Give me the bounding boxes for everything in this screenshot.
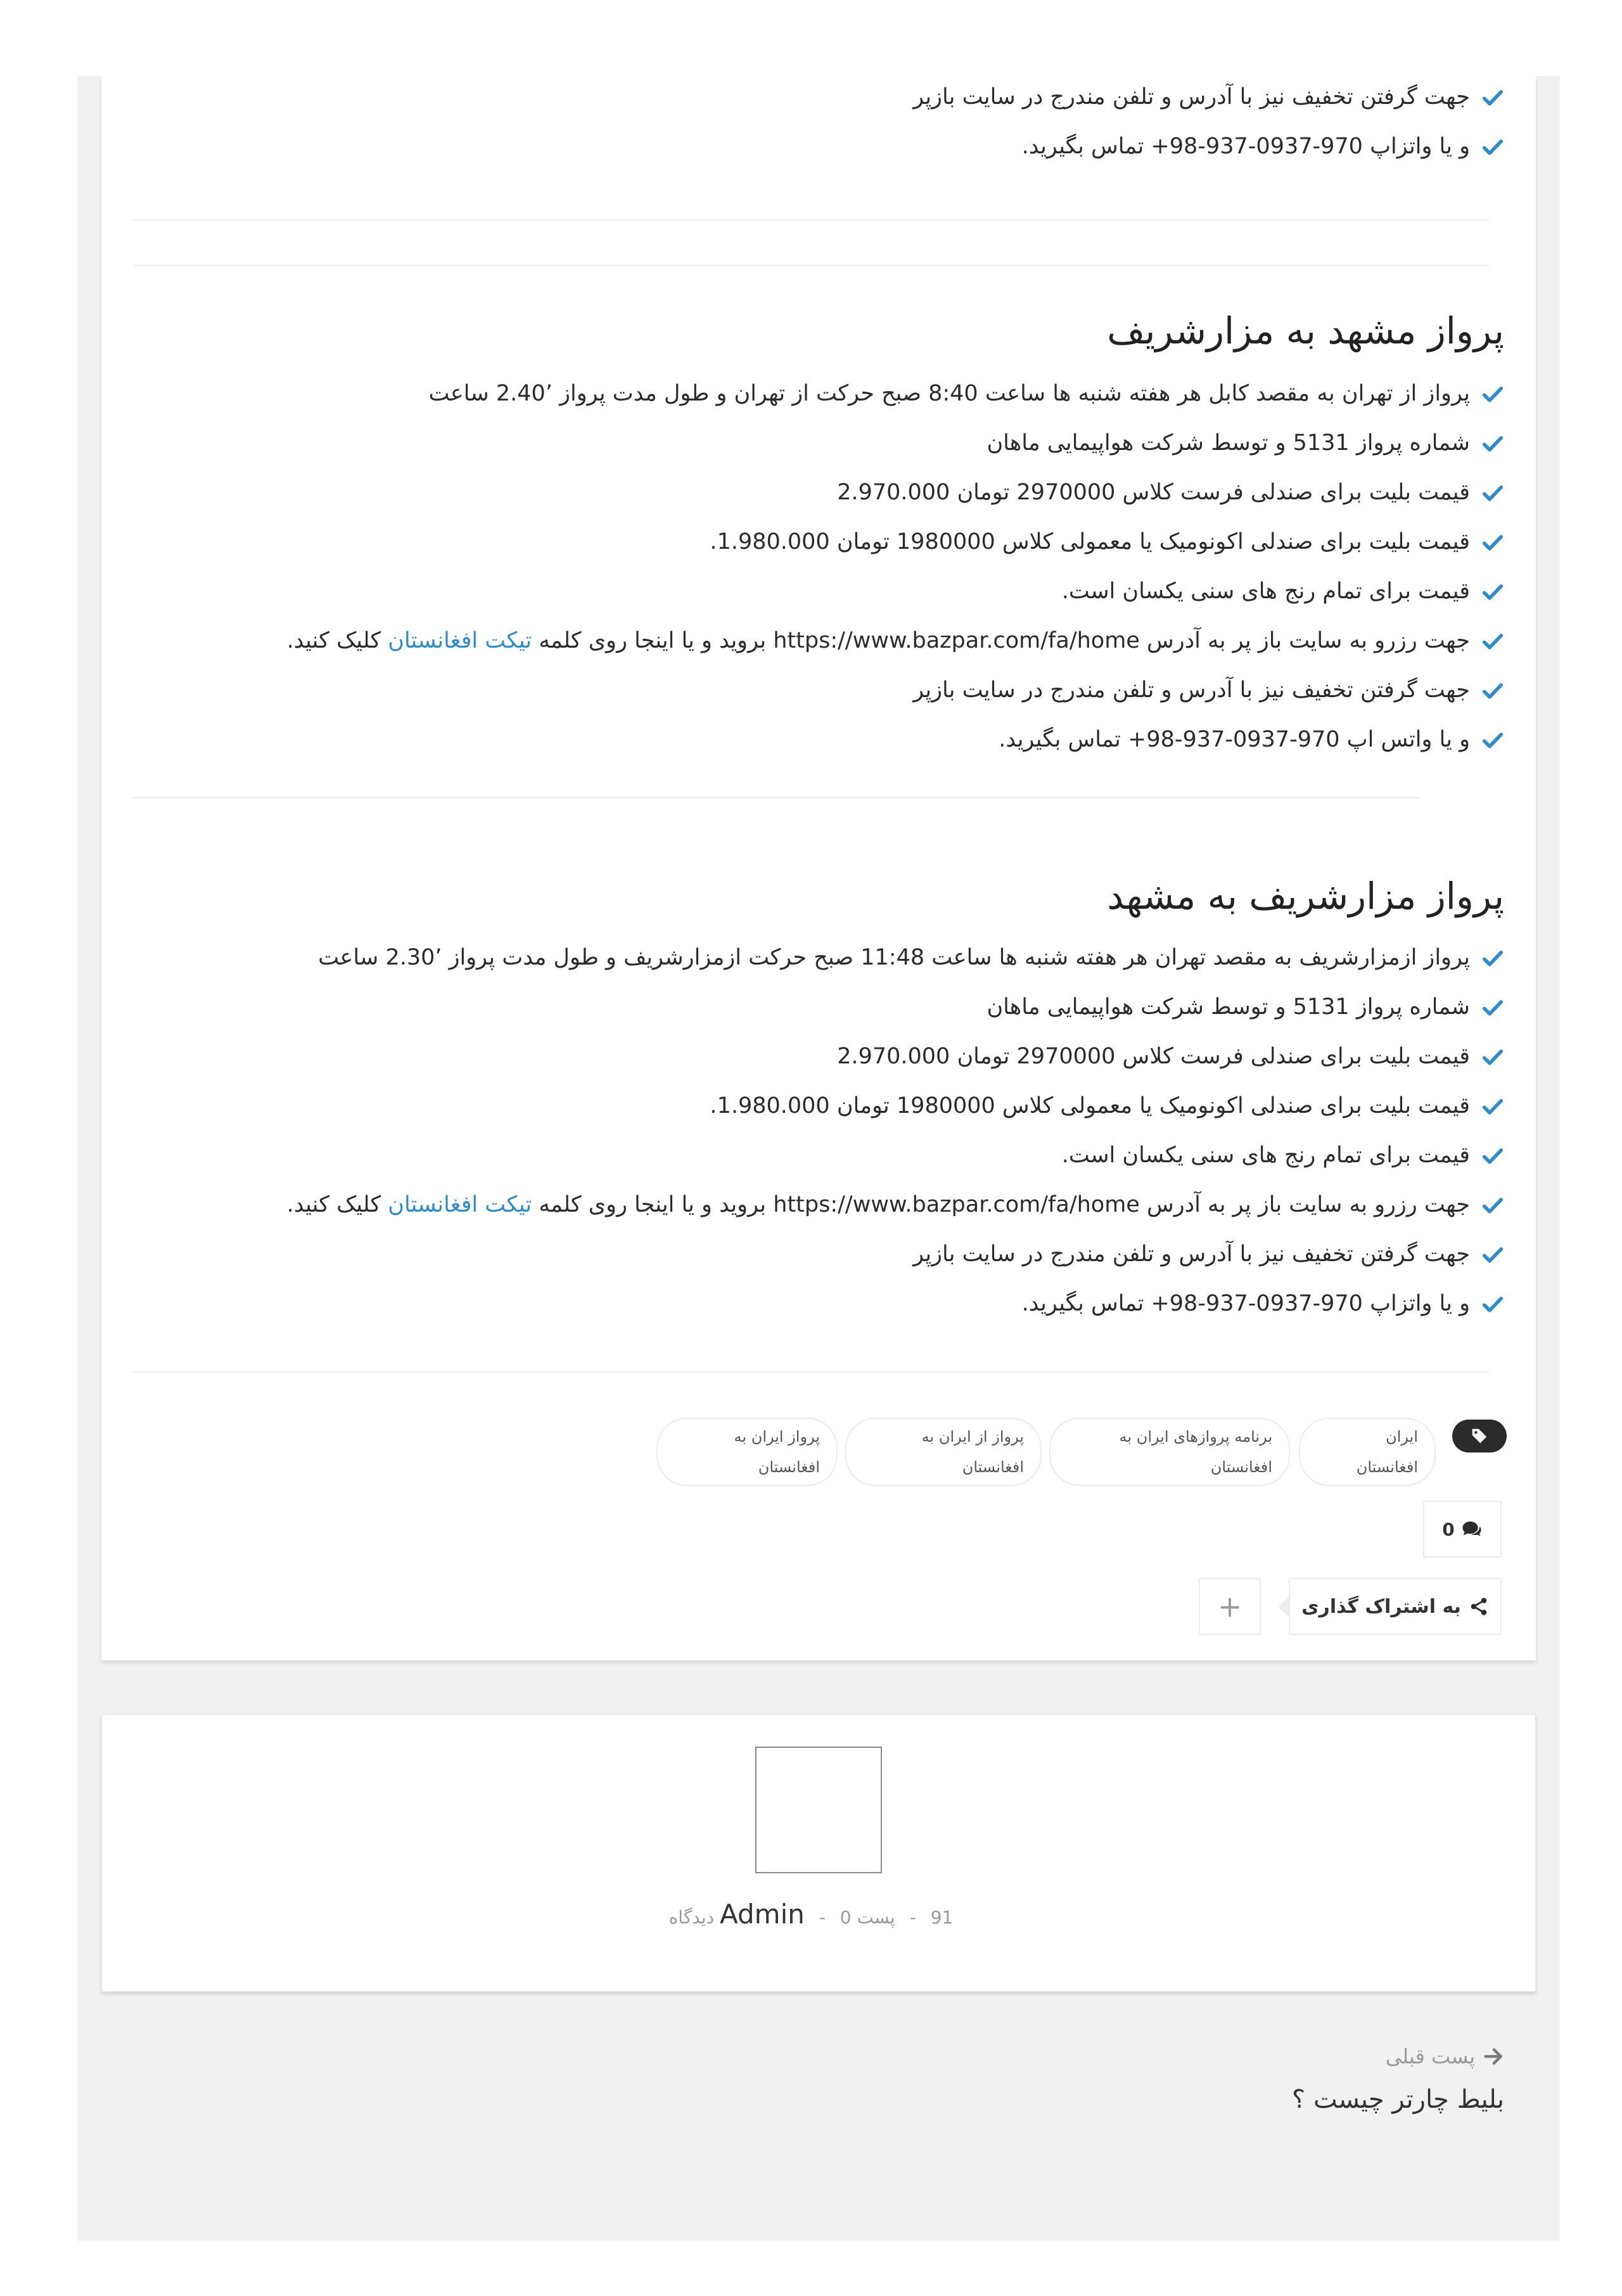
list-item (287, 526, 1504, 575)
author-posts-label: پست (857, 1907, 895, 1928)
share-arrow-decoration (1279, 1597, 1289, 1617)
ticket-afghanistan-link[interactable]: تیکت افغانستان (388, 1192, 532, 1217)
avatar[interactable] (755, 1747, 882, 1873)
comments-count: 0 (1442, 1518, 1455, 1540)
list-item-text: و یا واتزاپ 970-0937-937-98+ تماس بگیرید. (1021, 134, 1470, 159)
divider (133, 1371, 1489, 1373)
check-icon (1481, 630, 1504, 653)
check-icon (1481, 1243, 1504, 1266)
author-name-link[interactable]: Admin (720, 1899, 805, 1930)
prev-post-label-row[interactable] (1386, 2044, 1504, 2068)
list-item-text: پرواز ازمزارشریف به مقصد تهران هر هفته شنبه ها ساعت 11:48 صبح حرکت ازمزارشریف و طول مدت پرواز ’2.30 ساعت (318, 945, 1470, 970)
list-item (913, 131, 1504, 180)
check-icon (1481, 580, 1504, 603)
list-item (287, 1041, 1504, 1090)
check-icon (1481, 482, 1504, 504)
check-icon (1481, 1293, 1504, 1316)
check-icon (1481, 1194, 1504, 1217)
list-item-text: قیمت بلیت برای صندلی اکونومیک یا معمولی کلاس 1980000 تومان 1.980.000. (710, 529, 1470, 555)
list-item-text: قیمت بلیت برای صندلی فرست کلاس 2970000 تومان 2.970.000 (837, 480, 1470, 505)
list-item (287, 991, 1504, 1041)
list-item-text: جهت گرفتن تخفیف نیز با آدرس و تلفن مندرج در سایت بازپر (913, 1241, 1470, 1267)
share-more-button[interactable]: + (1199, 1578, 1261, 1635)
comments-icon (1461, 1520, 1483, 1539)
list-item-text: جهت گرفتن تخفیف نیز با آدرس و تلفن مندرج در سایت بازپر (913, 84, 1470, 110)
check-icon (1481, 1046, 1504, 1068)
section-mazar-mashhad-list (287, 942, 1504, 1337)
list-item (287, 427, 1504, 477)
prev-post-label: پست قبلی (1385, 2044, 1475, 2068)
tag-link[interactable]: پرواز ایران به افغانستان (656, 1418, 838, 1486)
check-icon (1481, 531, 1504, 554)
separator: - (909, 1907, 916, 1928)
list-item (287, 942, 1504, 991)
list-item-text: جهت رزرو به سایت باز پر به آدرس https://www.bazpar.com/fa/home بروید و یا اینجا روی کلمه (532, 628, 1470, 653)
list-item-text: و یا واتس اپ 970-0937-937-98+ تماس بگیرید. (999, 727, 1470, 752)
list-item-text: قیمت بلیت برای صندلی اکونومیک یا معمولی کلاس 1980000 تومان 1.980.000. (710, 1093, 1470, 1119)
list-item-text: پرواز از تهران به مقصد کابل هر هفته شنبه ها ساعت 8:40 صبح حرکت از تهران و طول مدت پرواز ’2.40 ساعت (428, 381, 1470, 406)
list-item (287, 1238, 1504, 1288)
separator: - (819, 1907, 826, 1928)
section-heading-mashhad-mazar: پرواز مشهد به مزارشریف (1107, 309, 1504, 352)
list-item-text: کلیک کنید. (286, 628, 388, 653)
list-item-text: شماره پرواز 5131 و توسط شرکت هواپیمایی ماهان (987, 994, 1470, 1020)
tags-icon (1452, 1420, 1507, 1453)
divider (133, 797, 1419, 798)
list-item-text: جهت گرفتن تخفیف نیز با آدرس و تلفن مندرج در سایت بازپر (913, 677, 1470, 703)
divider (133, 265, 1489, 266)
list-item-text: شماره پرواز 5131 و توسط شرکت هواپیمایی ماهان (987, 430, 1470, 456)
list-item (287, 477, 1504, 526)
section-heading-mazar-mashhad: پرواز مزارشریف به مشهد (1107, 875, 1504, 918)
list-item-text: کلیک کنید. (286, 1192, 388, 1217)
list-item (287, 625, 1504, 674)
check-icon (1481, 136, 1504, 158)
list-item (913, 81, 1504, 131)
section-tail-list (913, 81, 1504, 180)
tag-link[interactable]: پرواز از ایران به افغانستان (845, 1418, 1042, 1486)
list-item (287, 575, 1504, 625)
list-item-text: قیمت برای تمام رنج های سنی یکسان است. (1061, 1143, 1470, 1168)
check-icon (1481, 383, 1504, 406)
check-icon (1481, 1145, 1504, 1167)
list-item-text: و یا واتزاپ 970-0937-937-98+ تماس بگیرید. (1021, 1291, 1470, 1316)
share-label: به اشتراک گذاری (1301, 1595, 1461, 1618)
prev-post-title-link[interactable]: بلیط چارتر چیست ؟ (1292, 2085, 1504, 2114)
list-item (287, 1090, 1504, 1139)
share-button[interactable] (1289, 1578, 1502, 1635)
check-icon (1481, 86, 1504, 109)
comments-count-button[interactable] (1423, 1501, 1502, 1558)
ticket-afghanistan-link[interactable]: تیکت افغانستان (388, 628, 532, 653)
divider (133, 219, 1489, 221)
section-mashhad-mazar-list (287, 378, 1504, 773)
list-item (287, 1288, 1504, 1337)
tag-link[interactable]: ایران افغانستان (1299, 1418, 1436, 1486)
author-posts-count: 91 (930, 1907, 954, 1928)
check-icon (1481, 1095, 1504, 1118)
check-icon (1481, 729, 1504, 752)
list-item-text: قیمت برای تمام رنج های سنی یکسان است. (1061, 579, 1470, 604)
list-item-text: جهت رزرو به سایت باز پر به آدرس https://www.bazpar.com/fa/home بروید و یا اینجا روی کلمه (532, 1192, 1470, 1217)
author-comments-count: 0 دیدگاه (668, 1907, 852, 1928)
check-icon (1481, 947, 1504, 970)
check-icon (1481, 996, 1504, 1019)
list-item (287, 674, 1504, 724)
list-item (287, 724, 1504, 773)
list-item (287, 1139, 1504, 1189)
list-item (287, 1189, 1504, 1238)
author-meta (0, 1899, 1622, 1930)
list-item-text: قیمت بلیت برای صندلی فرست کلاس 2970000 تومان 2.970.000 (837, 1044, 1470, 1069)
arrow-right-icon (1484, 2047, 1504, 2066)
share-icon (1469, 1596, 1489, 1617)
check-icon (1481, 679, 1504, 702)
tag-link[interactable]: برنامه پروازهای ایران به افغانستان (1049, 1418, 1290, 1486)
list-item (287, 378, 1504, 427)
check-icon (1481, 432, 1504, 455)
